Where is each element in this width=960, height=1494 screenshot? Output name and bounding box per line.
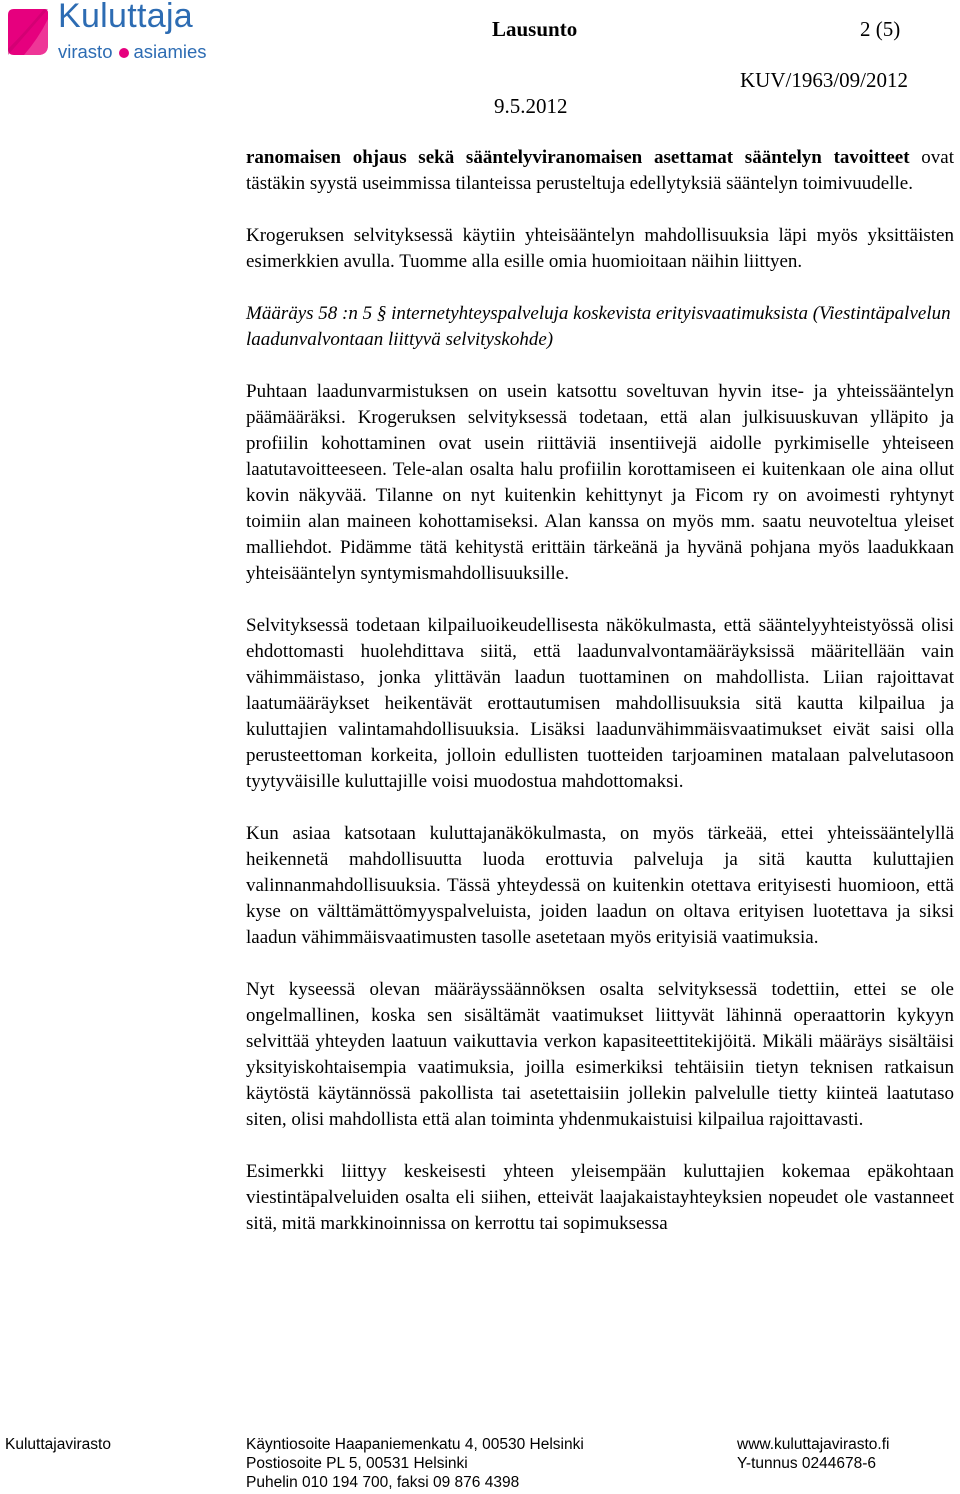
footer-col-web	[737, 1435, 889, 1473]
document-type: Lausunto	[492, 17, 578, 41]
paragraph-rest: ovat tästäkin syystä useimmissa tilanteissa perusteltuja edellytyksiä sääntelyn toimivuudelle.	[246, 147, 955, 194]
logo-subtitle	[58, 41, 207, 63]
footer-website-link[interactable]: www.kuluttajavirasto.fi	[737, 1436, 890, 1453]
document-date: 9.5.2012	[494, 94, 568, 118]
footer-col-org	[5, 1435, 111, 1454]
footer-post-address: Postiosoite PL 5, 00531 Helsinki	[246, 1455, 468, 1472]
paragraph-bold-lead: ranomaisen ohjaus sekä sääntelyviranomaisen asettamat sääntelyn tavoitteet	[246, 147, 910, 168]
page-number: 2 (5)	[860, 17, 901, 41]
paragraph: Nyt kyseessä olevan määräyssäännöksen osalta selvityksessä todettiin, ettei se ole ongelmallinen, koska sen sisältämät vaatimukset liittyvät lähinnä operaattorin kykyyn selvittää yhteyden laatuun vaikuttavia verkon kapasiteettitekijöitä. Mikäli määräys sisältäisi yksityiskohtaisempia vaatimuksia, joilla esimerkiksi tehtäisiin tietyn teknisen ratkaisun käytöstä käytännössä pakollista tai asetettaisiin jollekin palvelulle tietty kiinteä laatutaso siten, olisi mahdollista että alan toiminta yhdenmukaistuisi kilpailua rajoittavasti.	[246, 979, 954, 1130]
reference-number: KUV/1963/09/2012	[740, 68, 908, 92]
logo-sub-right: asiamies	[133, 41, 207, 62]
kuluttajavirasto-logo	[4, 0, 219, 65]
logo-mark-icon	[4, 5, 50, 59]
footer-visit-address: Käyntiosoite Haapaniemenkatu 4, 00530 Helsinki	[246, 1436, 584, 1453]
logo-sub-left: virasto	[58, 41, 113, 62]
paragraph: Kun asiaa katsotaan kuluttajanäkökulmasta, on myös tärkeää, ettei yhteissääntelyllä heikennetä mahdollisuutta luoda erottuvia palveluja ja sitä kautta kuluttajien valinnanmahdollisuuksia. Tässä yhteydessä on kuitenkin otettava erityisesti huomioon, että kyse on välttämättömyyspalveluista, joiden laadun on oltava erityisen luotettava ja siksi laadun vähimmäisvaatimusten tasolle asetetaan myös erityisiä vaatimuksia.	[246, 823, 954, 948]
paragraph	[246, 145, 954, 197]
paragraph: Puhtaan laadunvarmistuksen on usein katsottu soveltuvan hyvin itse- ja yhteissääntelyn päämääräksi. Krogeruksen selvityksessä todetaan, että alan julkisuuskuvan ylläpito ja profiilin kohottaminen ovat usein riittäviä insentiivejä aidolle pyrkimiselle yhteiseen laatutavoitteeseen. Tele-alan osalta halu profiilin korottamiseen ei kuitenkaan ole aina ollut kovin näkyvää. Tilanne on nyt kuitenkin kehittynyt ja Ficom ry on avoimesti ryhtynyt toimiin alan maineen kohottamiseksi. Alan kanssa on myös mm. saatu neuvoteltua yleiset malliehdot. Pidämme tätä kehitystä erittäin tärkeänä ja hyvänä pohjana myös laadukkaan yhteisääntelyn syntymismahdollisuuksille.	[246, 381, 954, 584]
paragraph: Esimerkki liittyy keskeisesti yhteen yleisempään kuluttajien kokemaa epäkohtaan viestintäpalveluiden osalta eli siihen, etteivät laajakaistayhteyksien nopeudet ole vastanneet sitä, mitä markkinoinnissa on kerrottu tai sopimuksessa	[246, 1161, 954, 1234]
section-heading: Määräys 58 :n 5 § internetyhteyspalveluja koskevista erityisvaatimuksista (Viestintäpalvelun laadunvalvontaan liittyvä selvityskohde)	[246, 303, 951, 350]
footer-col-address	[246, 1435, 584, 1492]
footer-org: Kuluttajavirasto	[5, 1436, 111, 1453]
logo-dot-icon	[119, 48, 129, 58]
footer-business-id: Y-tunnus 0244678-6	[737, 1455, 877, 1472]
footer-phone: Puhelin 010 194 700, faksi 09 876 4398	[246, 1474, 520, 1491]
paragraph: Selvityksessä todetaan kilpailuoikeudellisesta näkökulmasta, että sääntelyyhteistyössä olisi ehdottomasti huolehdittava siitä, että laadunvalvontamääräyksissä määritellään vain vähimmäistaso, jonka ylittävän laadun tuottaminen on mahdollista. Liian rajoittavat laatumääräykset heikentävät erottautumisen mahdollisuuksia sitä kautta kilpailua ja kuluttajien valintamahdollisuuksia. Lisäksi laadunvähimmäisvaatimukset eivät saisi olla perusteettoman korkeita, jolloin edullisten tuotteiden tarjoaminen matalaan palvelutasoon tyytyväisille kuluttajille voisi muodostua mahdottomaksi.	[246, 615, 954, 792]
document-body	[246, 145, 954, 1263]
paragraph: Krogeruksen selvityksessä käytiin yhteisääntelyn mahdollisuuksia läpi myös yksittäisten esimerkkien avulla. Tuomme alla esille omia huomioitaan näihin liittyen.	[246, 225, 954, 272]
logo-title: Kuluttaja	[58, 0, 194, 35]
